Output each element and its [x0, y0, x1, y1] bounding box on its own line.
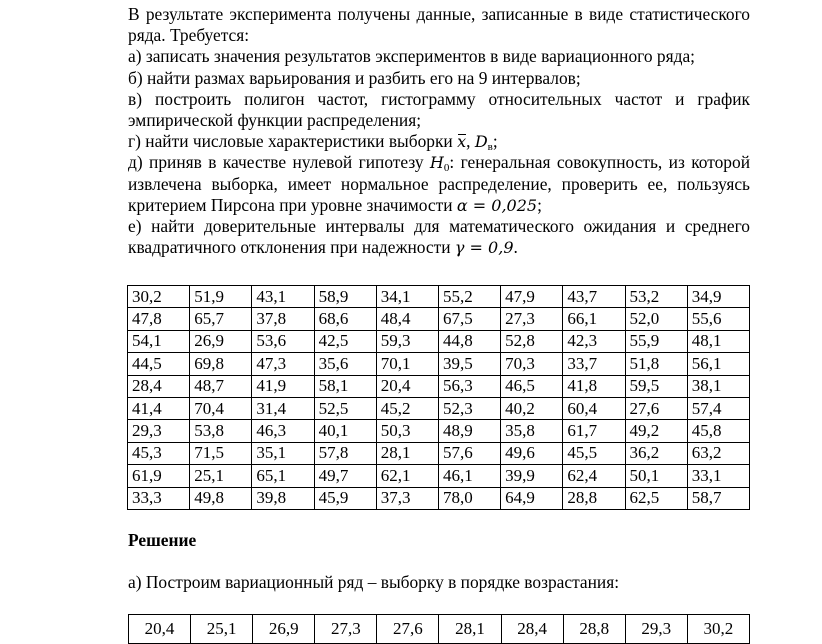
problem-statement	[128, 4, 750, 258]
table-cell: 48,1	[687, 330, 749, 352]
table-cell: 49,6	[501, 442, 563, 464]
table-cell: 33,1	[687, 465, 749, 487]
table-row	[128, 330, 750, 352]
table-cell: 44,8	[438, 330, 500, 352]
table-cell: 44,5	[128, 353, 190, 375]
table-cell: 55,6	[687, 308, 749, 330]
table-row	[128, 420, 750, 442]
table-cell: 27,3	[315, 615, 377, 644]
solution-step-a: а) Построим вариационный ряд – выборку в порядке возрастания:	[128, 572, 620, 592]
table-cell: 40,2	[501, 397, 563, 419]
table-row	[128, 286, 750, 308]
table-cell: 38,1	[687, 375, 749, 397]
table-cell: 28,4	[128, 375, 190, 397]
task-e: д) приняв в качестве нулевой гипотезу $H_0$: генеральная совокупность, из которой извлечена выборка, имеет нормальное распределение, проверить ее, пользуясь критерием Пирсона при уровне значимости α = 0,025;	[128, 152, 751, 215]
table-cell: 42,5	[314, 330, 376, 352]
table-cell: 28,1	[439, 615, 501, 644]
task-f: е) найти доверительные интервалы для математического ожидания и среднего квадратичного отклонения при надежности γ = 0,9.	[128, 216, 750, 258]
table-row	[128, 487, 750, 509]
table-cell: 45,2	[376, 397, 438, 419]
table-cell: 62,1	[376, 465, 438, 487]
table-cell: 70,4	[190, 397, 252, 419]
table-cell: 28,4	[501, 615, 563, 644]
table-cell: 29,3	[625, 615, 687, 644]
table-cell: 59,5	[625, 375, 687, 397]
sorted-table	[128, 614, 750, 644]
task-a: а) записать значения результатов экспериментов в виде вариационного ряда;	[128, 46, 695, 67]
solution-heading: Решение	[128, 530, 197, 550]
table-row	[128, 308, 750, 330]
table-cell: 45,8	[687, 420, 749, 442]
table-cell: 46,1	[438, 465, 500, 487]
table-cell: 68,6	[314, 308, 376, 330]
table-cell: 41,8	[563, 375, 625, 397]
table-cell: 51,9	[190, 286, 252, 308]
table-cell: 57,8	[314, 442, 376, 464]
table-cell: 78,0	[438, 487, 500, 509]
table-cell: 35,1	[252, 442, 314, 464]
table-cell: 36,2	[625, 442, 687, 464]
table-cell: 34,1	[376, 286, 438, 308]
table-cell: 47,8	[128, 308, 190, 330]
table-cell: 63,2	[687, 442, 749, 464]
table-cell: 35,6	[314, 353, 376, 375]
table-cell: 53,2	[625, 286, 687, 308]
table-cell: 43,1	[252, 286, 314, 308]
table-cell: 33,7	[563, 353, 625, 375]
task-c: в) построить полигон частот, гистограмму относительных частот и график эмпирической функции распределения;	[128, 88, 750, 131]
variance-symbol: D	[474, 132, 488, 152]
table-cell: 49,8	[190, 487, 252, 509]
table-cell: 57,4	[687, 397, 749, 419]
table-cell: 45,5	[563, 442, 625, 464]
hypothesis-symbol: H	[429, 153, 444, 173]
table-cell: 50,3	[376, 420, 438, 442]
table-cell: 48,7	[190, 375, 252, 397]
table-row	[128, 375, 750, 397]
table-cell: 52,8	[501, 330, 563, 352]
table-cell: 25,1	[190, 465, 252, 487]
table-cell: 62,4	[563, 465, 625, 487]
table-row	[129, 615, 750, 644]
table-cell: 61,9	[128, 465, 190, 487]
table-cell: 41,9	[252, 375, 314, 397]
table-row	[128, 397, 750, 419]
table-cell: 28,1	[376, 442, 438, 464]
table-cell: 53,8	[190, 420, 252, 442]
alpha-value: α = 0,025	[456, 195, 538, 215]
table-cell: 39,5	[438, 353, 500, 375]
table-cell: 61,7	[563, 420, 625, 442]
table-cell: 39,8	[252, 487, 314, 509]
table-cell: 26,9	[190, 330, 252, 352]
task-d: г) найти числовые характеристики выборки x, $D_в$;	[128, 131, 498, 154]
table-cell: 27,6	[625, 397, 687, 419]
mean-symbol: x	[457, 132, 467, 152]
table-cell: 42,3	[563, 330, 625, 352]
table-cell: 56,1	[687, 353, 749, 375]
table-cell: 67,5	[438, 308, 500, 330]
table-cell: 49,7	[314, 465, 376, 487]
gamma-value: γ = 0,9	[454, 238, 514, 258]
table-cell: 26,9	[253, 615, 315, 644]
table-cell: 43,7	[563, 286, 625, 308]
table-cell: 58,1	[314, 375, 376, 397]
task-b: б) найти размах варьирования и разбить его на 9 интервалов;	[128, 67, 581, 88]
table-row	[128, 353, 750, 375]
table-cell: 27,3	[501, 308, 563, 330]
table-cell: 30,2	[687, 615, 749, 644]
table-cell: 51,8	[625, 353, 687, 375]
table-cell: 52,0	[625, 308, 687, 330]
table-cell: 58,9	[314, 286, 376, 308]
table-cell: 53,6	[252, 330, 314, 352]
table-row	[128, 442, 750, 464]
table-cell: 46,5	[501, 375, 563, 397]
table-cell: 33,3	[128, 487, 190, 509]
table-cell: 40,1	[314, 420, 376, 442]
table-cell: 66,1	[563, 308, 625, 330]
table-cell: 34,9	[687, 286, 749, 308]
table-cell: 56,3	[438, 375, 500, 397]
table-cell: 62,5	[625, 487, 687, 509]
table-cell: 65,7	[190, 308, 252, 330]
table-cell: 59,3	[376, 330, 438, 352]
table-row	[128, 465, 750, 487]
table-cell: 54,1	[128, 330, 190, 352]
table-cell: 35,8	[501, 420, 563, 442]
table-cell: 29,3	[128, 420, 190, 442]
table-cell: 46,3	[252, 420, 314, 442]
table-cell: 27,6	[377, 615, 439, 644]
table-cell: 60,4	[563, 397, 625, 419]
table-cell: 41,4	[128, 397, 190, 419]
table-cell: 58,7	[687, 487, 749, 509]
table-cell: 37,8	[252, 308, 314, 330]
table-cell: 71,5	[190, 442, 252, 464]
table-cell: 39,9	[501, 465, 563, 487]
table-cell: 69,8	[190, 353, 252, 375]
table-cell: 49,2	[625, 420, 687, 442]
table-cell: 65,1	[252, 465, 314, 487]
table-cell: 55,9	[625, 330, 687, 352]
table-cell: 45,3	[128, 442, 190, 464]
table-cell: 37,3	[376, 487, 438, 509]
table-cell: 64,9	[501, 487, 563, 509]
table-cell: 30,2	[128, 286, 190, 308]
table-cell: 48,9	[438, 420, 500, 442]
table-cell: 28,8	[563, 487, 625, 509]
table-cell: 47,3	[252, 353, 314, 375]
table-cell: 28,8	[563, 615, 625, 644]
table-cell: 57,6	[438, 442, 500, 464]
table-cell: 25,1	[191, 615, 253, 644]
table-cell: 45,9	[314, 487, 376, 509]
table-cell: 48,4	[376, 308, 438, 330]
data-table	[127, 285, 750, 510]
table-cell: 52,5	[314, 397, 376, 419]
table-cell: 70,3	[501, 353, 563, 375]
table-cell: 20,4	[376, 375, 438, 397]
table-cell: 20,4	[129, 615, 191, 644]
table-cell: 50,1	[625, 465, 687, 487]
table-cell: 70,1	[376, 353, 438, 375]
table-cell: 31,4	[252, 397, 314, 419]
table-cell: 55,2	[438, 286, 500, 308]
table-cell: 47,9	[501, 286, 563, 308]
table-cell: 52,3	[438, 397, 500, 419]
intro-line: В результате эксперимента получены данные, записанные в виде статистического ряда. Требуется:	[128, 4, 750, 46]
